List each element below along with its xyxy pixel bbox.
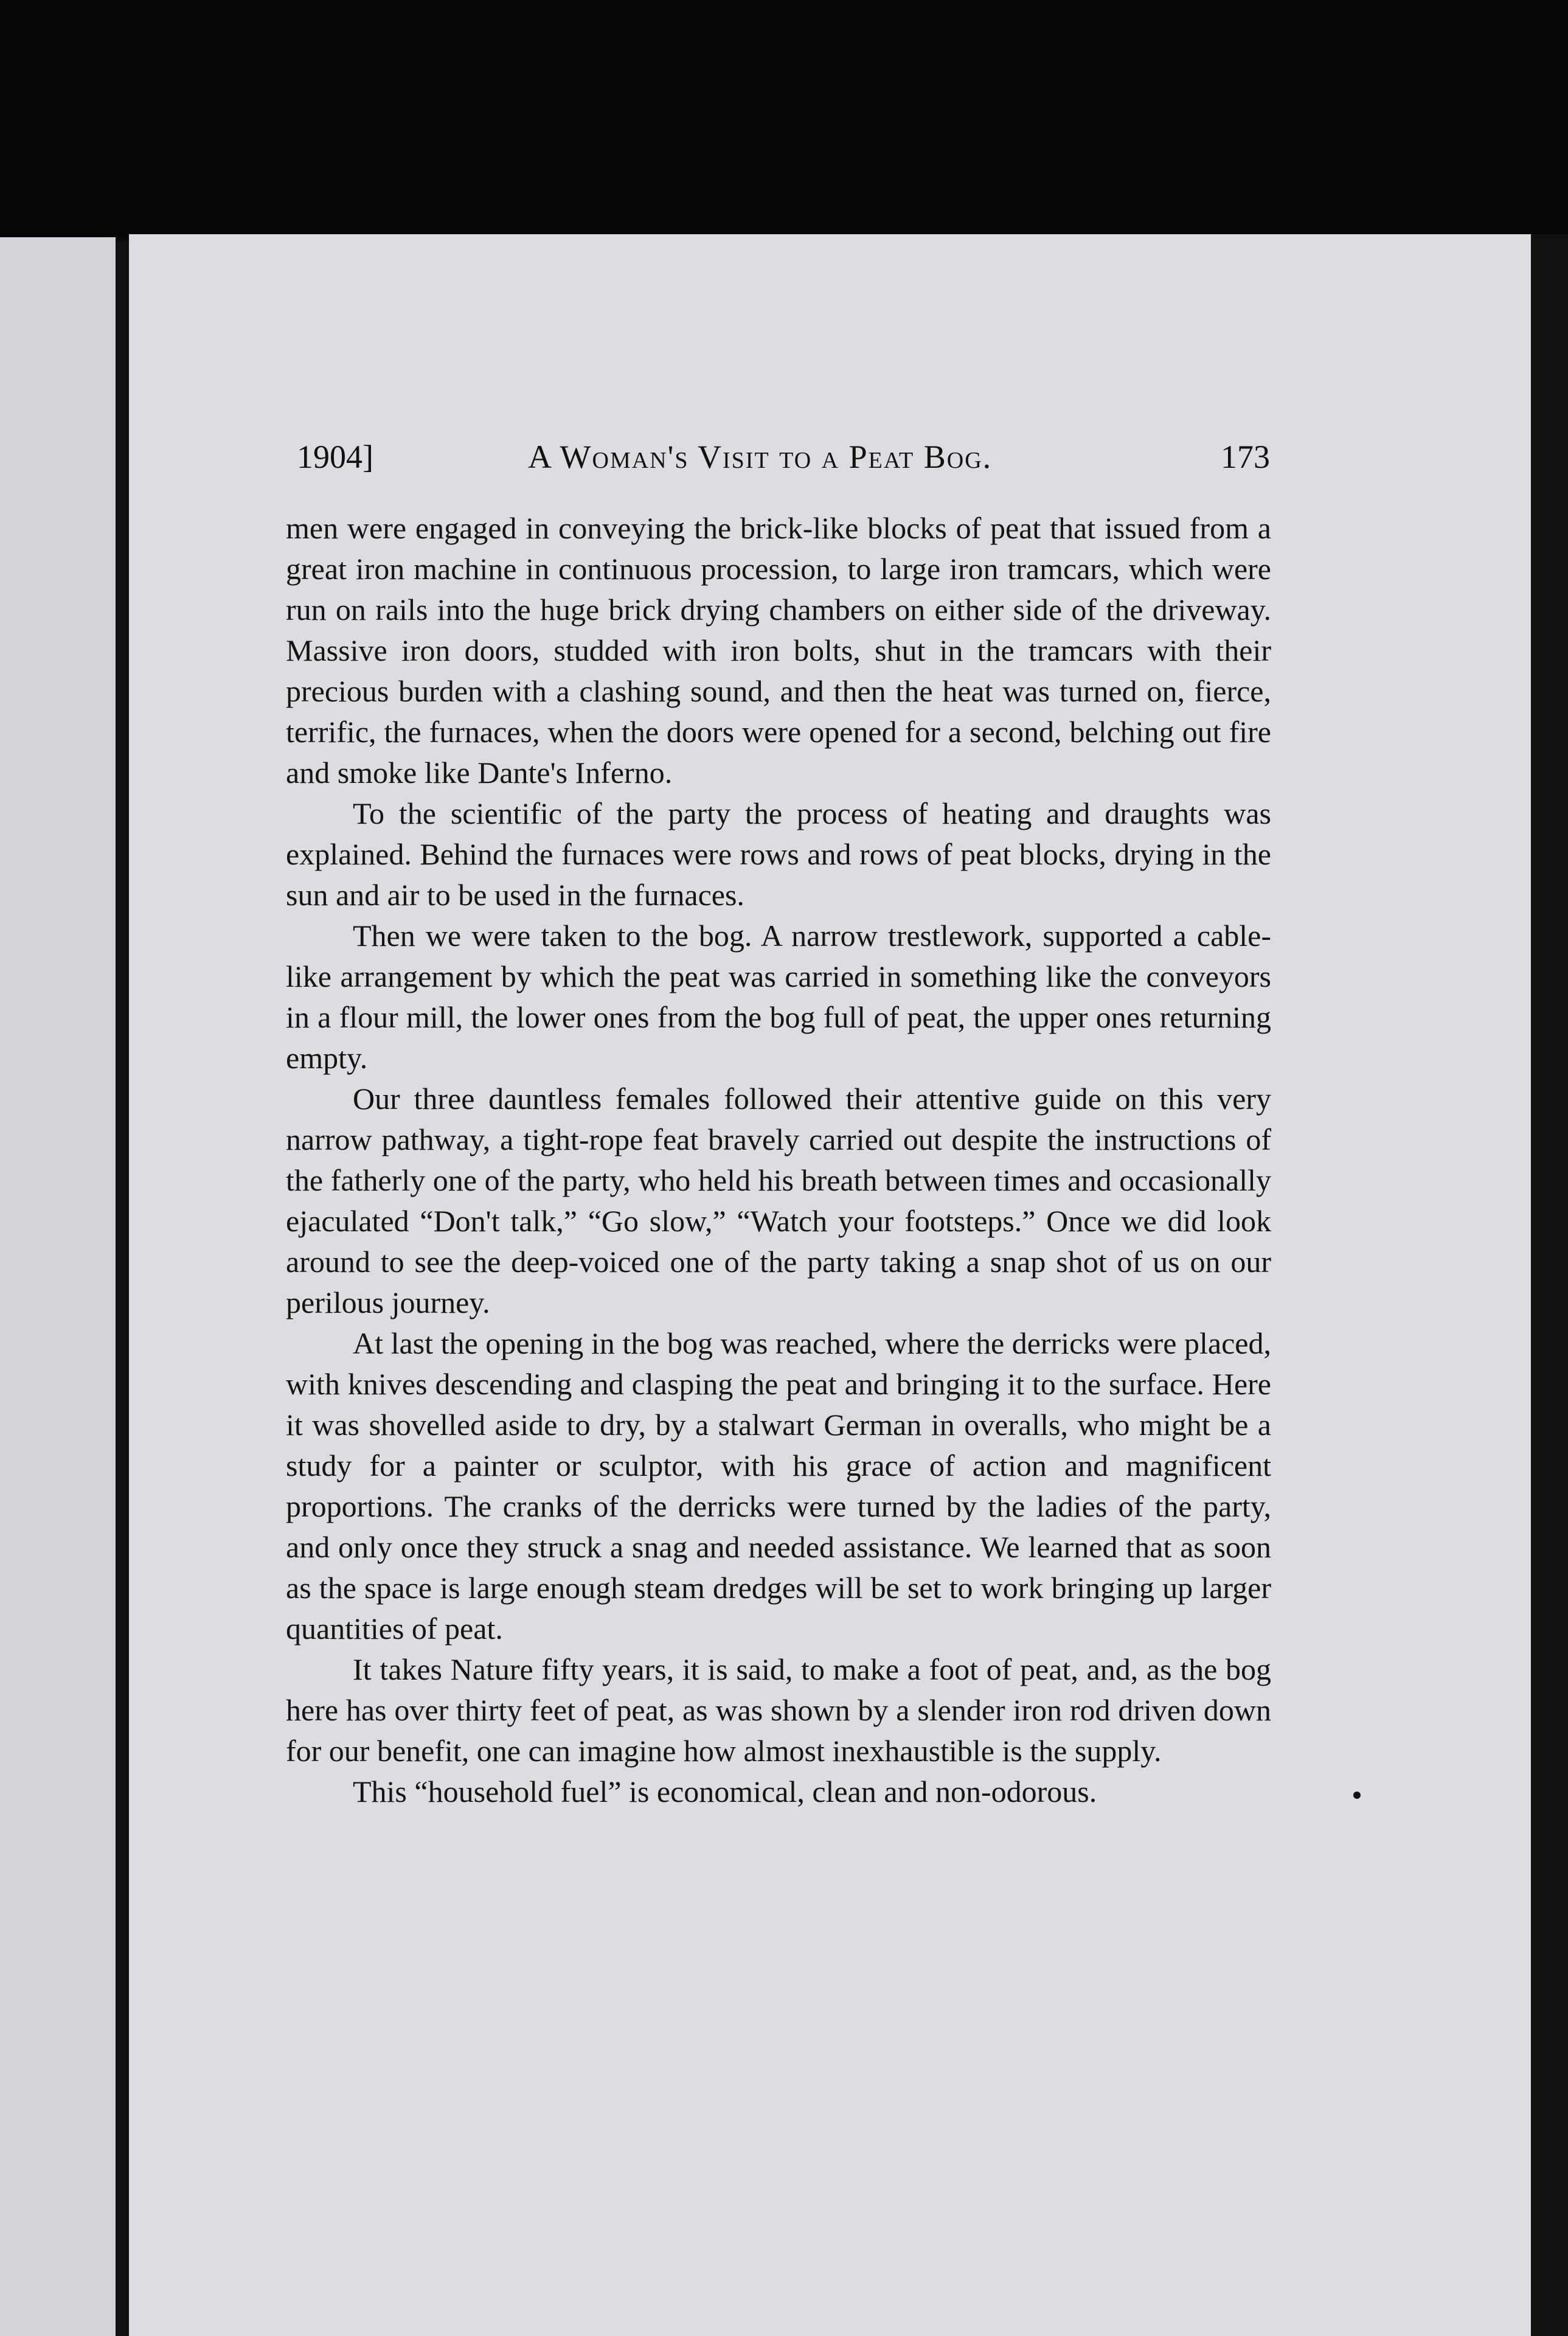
- previous-page-edge: [0, 237, 116, 2336]
- paragraph-5: At last the opening in the bog was reached, where the derricks were placed, with knives descending and clasping the peat and bringing it to the surface. Here it was shovelled aside to dry, by a stalwart German in overalls, who might be a study for a painter or sculptor, with his grace of action and magnificent proportions. The cranks of the derricks were turned by the ladies of the party, and only once they struck a snag and needed assistance. We learned that as soon as the space is large enough steam dredges will be set to work bringing up larger quantities of peat.: [286, 1326, 1271, 1646]
- page-number: 173: [1221, 439, 1270, 475]
- header-year: 1904]: [297, 439, 373, 475]
- ink-speck: [1353, 1792, 1361, 1799]
- page-body: [286, 508, 1271, 1812]
- paragraph-2: To the scientific of the party the process of heating and draughts was explained. Behind the furnaces were rows and rows of peat blocks, drying in the sun and air to be used in the furnaces.: [286, 796, 1271, 912]
- paragraph-7: This “household fuel” is economical, clean and non-odorous.: [353, 1775, 1097, 1809]
- paragraph-3: Then we were taken to the bog. A narrow trestlework, supported a cable-like arrangement by which the peat was carried in something like the conveyors in a flour mill, the lower ones from the bog full of peat, the upper ones returning empty.: [286, 919, 1271, 1075]
- paragraph-1: men were engaged in conveying the brick-like blocks of peat that issued from a great iron machine in continuous procession, to large iron tramcars, which were run on rails into the huge brick drying chambers on either side of the driveway. Massive iron doors, studded with iron bolts, shut in the tramcars with their precious burden with a clashing sound, and then the heat was turned on, fierce, terrific, the furnaces, when the doors were opened for a second, belching out fire and smoke like Dante's Inferno.: [286, 511, 1271, 790]
- page-right-shadow: [1531, 234, 1568, 2336]
- paragraph-6: It takes Nature fifty years, it is said, to make a foot of peat, and, as the bog here has over thirty feet of peat, as was shown by a slender iron rod driven down for our benefit, one can imagine how almost inexhaustible is the supply.: [286, 1652, 1271, 1768]
- scan-background: [0, 0, 1568, 237]
- book-gutter: [116, 240, 129, 2336]
- paragraph-4: Our three dauntless females followed their attentive guide on this very narrow pathway, a tight-rope feat bravely carried out despite the instructions of the fatherly one of the party, who held his breath between times and occasionally ejaculated “Don't talk,” “Go slow,” “Watch your footsteps.” Once we did look around to see the deep-voiced one of the party taking a snap shot of us on our perilous journey.: [286, 1082, 1271, 1319]
- header-title: A Woman's Visit to a Peat Bog.: [528, 439, 993, 475]
- running-header: [297, 438, 1270, 493]
